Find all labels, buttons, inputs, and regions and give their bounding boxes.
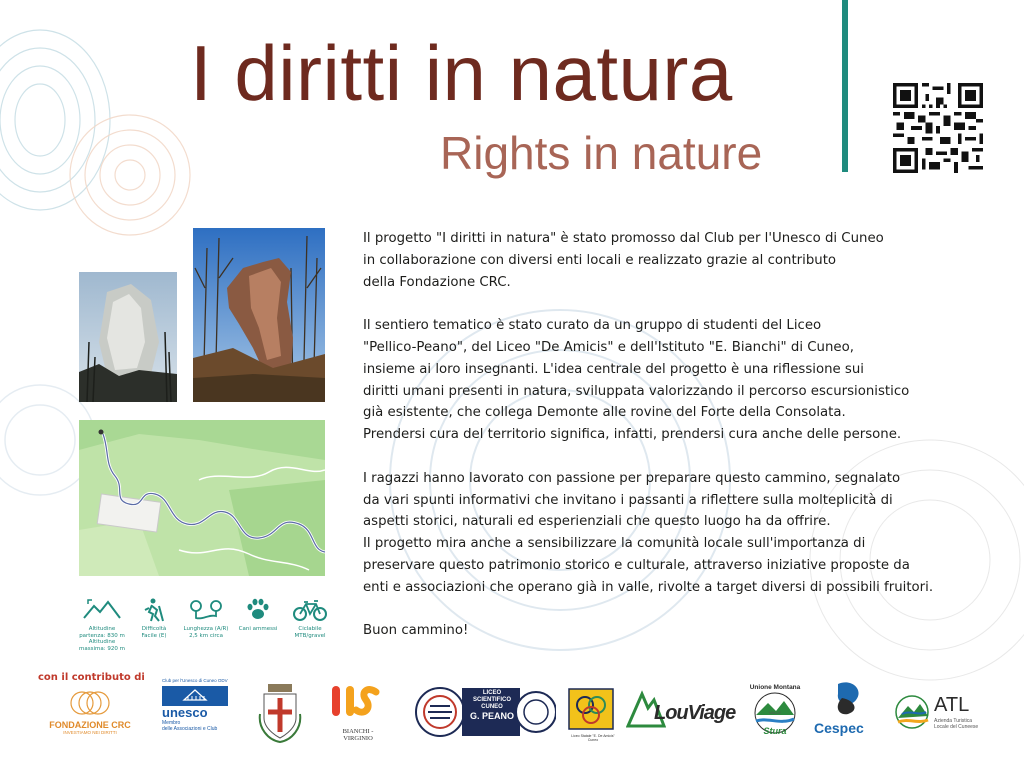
unesco-logo: Club per l'Unesco di Cuneo ODV unesco Membro delle Associazioni e Club bbox=[162, 678, 228, 732]
unione-montana-logo: Unione Montana VALLE Stura bbox=[749, 684, 801, 736]
de-amicis-logo: Liceo Statale "E. De Amicis" Cuneo bbox=[568, 688, 618, 744]
contribution-label: con il contributo di bbox=[38, 672, 145, 683]
forest-rock-photo bbox=[193, 228, 325, 402]
fondazione-crc-logo: FONDAZIONE CRC INVESTIAMO NEI DIRITTI bbox=[40, 690, 140, 740]
paragraph-closing: Buon cammino! bbox=[363, 623, 469, 639]
trail-info-difficulty: Difficoltà Facile (E) bbox=[128, 598, 180, 639]
accent-bar bbox=[842, 0, 848, 172]
paragraph-intro: Il progetto "I diritti in natura" è stato promosso dal Club per l'Unesco di Cuneo in collaborazione con diversi enti locali e realizzato grazie al contributo della Fondazione CRC. bbox=[363, 231, 884, 290]
rock-photo bbox=[79, 272, 177, 402]
coat-of-arms-logo bbox=[258, 684, 302, 744]
liceo-logos: LICEO SCIENTIFICO CUNEO G. PEANO bbox=[412, 684, 556, 740]
bicycle-icon bbox=[292, 598, 328, 622]
page-title: I diritti in natura bbox=[190, 29, 733, 117]
paragraph-project: I ragazzi hanno lavorato con passione per preparare questo cammino, segnalato da vari spunti informativi che invitano i passanti a riflettere sulla molteplicità di aspetti storici, naturali ed esperienziali che questo luogo ha da offrire. Il progetto mira anche a sensibilizzare la comunità locale sull'importanza di preservare questo patrimonio storico e culturale, attraverso iniziative proposte da enti e associazioni che operano già in valle, rivolte a target diversi di possibili fruitori. bbox=[363, 470, 934, 595]
trail-info-altitude: Altitudine partenza: 830 m Altitudine massima: 920 m bbox=[76, 598, 128, 652]
trail-info-dogs: Cani ammessi bbox=[232, 598, 284, 633]
trail-info-length: Lunghezza (A/R) 2,5 km circa bbox=[180, 598, 232, 639]
trail-info-bike: Ciclabile MTB/gravel bbox=[284, 598, 336, 639]
atl-logo: ATL Azienda Turistica Locale del Cuneese bbox=[894, 694, 994, 738]
body-text bbox=[363, 228, 983, 664]
trail-info-icons bbox=[76, 598, 332, 650]
page-subtitle: Rights in nature bbox=[440, 127, 763, 179]
route-icon bbox=[189, 598, 223, 622]
paragraph-trail: Il sentiero tematico è stato curato da un gruppo di studenti del Liceo "Pellico-Peano", del Liceo "De Amicis" e dell'Istituto "E. Bianchi" di Cuneo, insieme ai loro insegnanti. L'idea centrale del progetto è una riflessione sui diritti umani presenti in natura, sviluppata valorizzando il percorso escursionistico già esistente, che collega Demonte alle rovine del Forte della Consolata. Prendersi cura del territorio significa, infatti, prendersi cura anche delle persone. bbox=[363, 318, 910, 443]
altitude-icon bbox=[82, 598, 122, 622]
louviage-logo: LouViage bbox=[626, 688, 736, 734]
trail-map[interactable] bbox=[79, 420, 325, 576]
paw-icon bbox=[244, 598, 272, 622]
hiker-icon bbox=[139, 598, 169, 622]
qr-code[interactable] bbox=[893, 83, 983, 173]
cespec-logo: Cespec bbox=[814, 680, 884, 744]
bianchi-virginio-logo: BIANCHI - VIRGINIO bbox=[328, 684, 388, 744]
